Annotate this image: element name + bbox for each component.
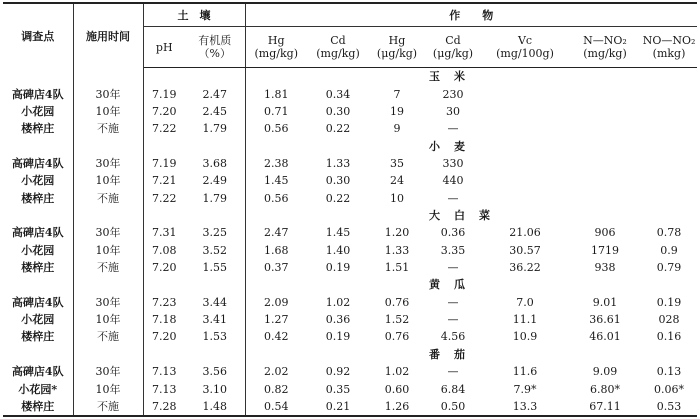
- blank-cell: [641, 68, 697, 86]
- cell-value: 1.45: [264, 174, 289, 188]
- header-soil: 土 壤: [143, 3, 245, 27]
- blank-cell: [3, 207, 73, 225]
- cell-value: [641, 120, 697, 137]
- cell-value: 7.08: [152, 243, 177, 257]
- blank-cell: [73, 68, 143, 86]
- cell-site: 小花园: [3, 172, 73, 189]
- cell-value: [481, 120, 569, 137]
- cell-value: 2.47: [185, 86, 245, 103]
- cell-value: 30: [446, 104, 460, 118]
- cell-value: 1.51: [384, 261, 410, 275]
- table-row: [3, 120, 697, 137]
- table-row: [3, 189, 697, 206]
- cell-time: 10年: [73, 103, 143, 120]
- cell-value: 0.19: [325, 330, 351, 344]
- blank-cell: [245, 276, 425, 294]
- blank-cell: [3, 68, 73, 86]
- cell-value: 1.68: [264, 243, 289, 257]
- cell-value: 21.06: [509, 226, 541, 240]
- column-header: [425, 27, 481, 68]
- blank-cell: [143, 346, 185, 364]
- cell-value: [481, 189, 569, 206]
- cell-time: 不施: [73, 189, 143, 206]
- cell-time: 不施: [73, 120, 143, 137]
- cell-site: 高碑店4队: [3, 294, 73, 311]
- cell-value: [481, 155, 569, 172]
- column-header: [369, 27, 425, 68]
- cell-value: 1.40: [325, 243, 351, 257]
- cell-value: 30.57: [509, 243, 541, 257]
- cell-value: 7.20: [152, 104, 177, 118]
- cell-value: 7.19: [152, 157, 177, 171]
- column-header: [185, 27, 245, 68]
- cell-value: 0.9: [660, 243, 678, 257]
- cell-site: 楼梓庄: [3, 259, 73, 276]
- cell-value: 7.21: [152, 174, 177, 188]
- cell-time: 30年: [73, 363, 143, 380]
- crop-group-row: [3, 346, 697, 364]
- cell-value: 3.44: [185, 294, 245, 311]
- blank-cell: [3, 346, 73, 364]
- table-row: [3, 294, 697, 311]
- table-row: [3, 398, 697, 416]
- cell-value: [569, 120, 641, 137]
- cell-value: 7.0: [516, 295, 534, 309]
- column-header: [641, 27, 697, 68]
- cell-value: 2.38: [264, 157, 289, 171]
- cell-value: [641, 155, 697, 172]
- cell-value: —: [447, 261, 459, 275]
- cell-value: 1.48: [185, 398, 245, 416]
- cell-value: 0.36: [325, 313, 351, 327]
- data-table-page: [0, 2, 700, 419]
- header-site: 调查点: [3, 3, 73, 68]
- cell-site: 楼梓庄: [3, 398, 73, 416]
- cell-value: 7.23: [152, 295, 177, 309]
- cell-value: 36.61: [589, 313, 621, 327]
- cell-value: 2.02: [264, 365, 289, 379]
- blank-cell: [3, 137, 73, 155]
- blank-cell: [245, 68, 425, 86]
- cell-value: 6.80*: [590, 382, 620, 396]
- blank-cell: [185, 346, 245, 364]
- cell-time: 不施: [73, 398, 143, 416]
- blank-cell: [641, 276, 697, 294]
- cell-value: 1.79: [185, 120, 245, 137]
- blank-cell: [641, 207, 697, 225]
- cell-value: 2.09: [264, 295, 289, 309]
- column-header-name: Cd: [445, 34, 461, 47]
- crop-group-row: [3, 137, 697, 155]
- column-header-unit: (μg/kg): [432, 47, 474, 60]
- column-header: [569, 27, 641, 68]
- cell-value: 0.06*: [654, 382, 685, 396]
- cell-site: 楼梓庄: [3, 328, 73, 345]
- blank-cell: [3, 276, 73, 294]
- cell-value: [569, 86, 641, 103]
- cell-value: [481, 103, 569, 120]
- cell-value: 0.36: [440, 226, 466, 240]
- cell-time: 不施: [73, 328, 143, 345]
- cell-time: 不施: [73, 259, 143, 276]
- cell-value: 13.3: [481, 398, 569, 416]
- cell-value: 0.13: [656, 365, 682, 379]
- blank-cell: [73, 137, 143, 155]
- blank-cell: [245, 207, 425, 225]
- cell-value: 440: [442, 174, 464, 188]
- cell-time: 10年: [73, 311, 143, 328]
- column-header: [245, 27, 307, 68]
- column-header-name: Hg: [388, 34, 406, 47]
- column-header-unit: (mg/kg): [254, 47, 298, 60]
- cell-site: 楼梓庄: [3, 120, 73, 137]
- cell-value: [481, 172, 569, 189]
- cell-value: 0.56: [264, 191, 289, 205]
- blank-cell: [73, 276, 143, 294]
- cell-value: 1.79: [185, 189, 245, 206]
- cell-value: 906: [594, 226, 616, 240]
- cell-value: 4.56: [440, 330, 466, 344]
- cell-value: 7: [393, 87, 401, 101]
- cell-value: 7.22: [152, 191, 177, 205]
- cell-value: [569, 172, 641, 189]
- cell-value: 0.42: [264, 330, 289, 344]
- cell-time: 10年: [73, 172, 143, 189]
- cell-value: 1.53: [185, 328, 245, 345]
- cell-value: 1.27: [264, 313, 289, 327]
- cell-value: 0.50: [425, 398, 481, 416]
- blank-cell: [185, 68, 245, 86]
- cell-value: 1.45: [325, 226, 351, 240]
- crop-label: 黄瓜: [429, 278, 479, 292]
- column-header-unit: (μg/kg): [376, 47, 418, 60]
- cell-value: 3.35: [440, 243, 466, 257]
- cell-time: 30年: [73, 86, 143, 103]
- cell-value: 0.71: [264, 104, 289, 118]
- table-row: [3, 103, 697, 120]
- cell-value: 7.22: [152, 122, 177, 136]
- cell-time: 30年: [73, 155, 143, 172]
- cell-value: 1.20: [384, 226, 410, 240]
- cell-value: 0.54: [245, 398, 307, 416]
- cell-value: 35: [390, 157, 404, 171]
- cell-value: 36.22: [509, 261, 541, 275]
- table-row: [3, 363, 697, 380]
- column-header-name: Hg: [267, 34, 285, 47]
- cell-value: 0.76: [384, 295, 410, 309]
- crop-label: 玉米: [429, 70, 479, 84]
- cell-value: 0.21: [307, 398, 369, 416]
- cell-value: —: [447, 122, 459, 136]
- table-row: [3, 380, 697, 397]
- cell-value: 230: [442, 87, 464, 101]
- table-row: [3, 155, 697, 172]
- cell-value: 7.20: [152, 261, 177, 275]
- column-header-name: 有机质: [198, 34, 232, 47]
- cell-value: 7.13: [152, 365, 177, 379]
- table-row: [3, 242, 697, 259]
- cell-value: 9: [393, 122, 401, 136]
- cell-value: 46.01: [589, 330, 621, 344]
- blank-cell: [185, 276, 245, 294]
- blank-cell: [143, 68, 185, 86]
- cell-site: 小花园: [3, 311, 73, 328]
- blank-cell: [185, 207, 245, 225]
- blank-cell: [641, 346, 697, 364]
- table-row: [3, 259, 697, 276]
- cell-value: 7.18: [152, 313, 177, 327]
- cell-value: 0.30: [325, 104, 351, 118]
- crop-group-row: [3, 207, 697, 225]
- cell-value: 7.20: [152, 330, 177, 344]
- crop-label: 大白菜: [429, 209, 504, 223]
- cell-site: 高碑店4队: [3, 155, 73, 172]
- cell-value: 3.25: [185, 224, 245, 241]
- table-row: [3, 172, 697, 189]
- cell-value: 0.92: [325, 365, 351, 379]
- column-header: [481, 27, 569, 68]
- blank-cell: [143, 207, 185, 225]
- cell-value: [569, 155, 641, 172]
- cell-value: 9.01: [592, 295, 618, 309]
- cell-value: 0.53: [641, 398, 697, 416]
- cell-value: —: [447, 191, 459, 205]
- column-header-unit: （%）: [198, 47, 231, 60]
- cell-value: 0.16: [656, 330, 682, 344]
- cell-value: 0.56: [264, 122, 289, 136]
- cell-site: 小花园: [3, 103, 73, 120]
- cell-value: [641, 86, 697, 103]
- blank-cell: [185, 137, 245, 155]
- heavy-metal-table: [3, 2, 697, 417]
- blank-cell: [641, 137, 697, 155]
- cell-time: 30年: [73, 224, 143, 241]
- table-row: [3, 328, 697, 345]
- column-header: [143, 27, 185, 68]
- cell-value: 1.02: [384, 365, 410, 379]
- cell-value: 0.34: [325, 87, 351, 101]
- cell-time: 10年: [73, 380, 143, 397]
- header-time: 施用时间: [73, 3, 143, 68]
- column-header-name: pH: [155, 40, 173, 54]
- cell-value: 0.60: [384, 382, 410, 396]
- crop-label: 番茄: [429, 347, 479, 361]
- cell-value: 19: [390, 104, 404, 118]
- cell-value: 0.76: [384, 330, 410, 344]
- cell-value: 0.30: [325, 174, 351, 188]
- cell-value: 2.49: [185, 172, 245, 189]
- cell-value: 24: [390, 174, 404, 188]
- table-row: [3, 224, 697, 241]
- cell-value: [481, 86, 569, 103]
- cell-value: 7.31: [152, 226, 177, 240]
- cell-time: 30年: [73, 294, 143, 311]
- cell-value: [641, 189, 697, 206]
- cell-value: 0.37: [264, 261, 289, 275]
- cell-value: 2.45: [185, 103, 245, 120]
- cell-value: [641, 103, 697, 120]
- table-row: [3, 86, 697, 103]
- blank-cell: [245, 137, 425, 155]
- cell-value: —: [447, 313, 459, 327]
- cell-value: 0.22: [325, 122, 351, 136]
- cell-value: 3.68: [185, 155, 245, 172]
- cell-value: 1.33: [384, 243, 410, 257]
- column-header: [307, 27, 369, 68]
- cell-site: 小花园*: [3, 380, 73, 397]
- cell-value: 0.35: [325, 382, 351, 396]
- cell-value: 7.28: [143, 398, 185, 416]
- cell-site: 小花园: [3, 242, 73, 259]
- blank-cell: [143, 276, 185, 294]
- column-header-unit: (mkg): [652, 47, 686, 60]
- crop-group-row: [3, 68, 697, 86]
- cell-value: 1.55: [185, 259, 245, 276]
- cell-value: 1.81: [264, 87, 289, 101]
- cell-value: 7.19: [152, 87, 177, 101]
- cell-site: 高碑店4队: [3, 363, 73, 380]
- cell-value: 0.82: [264, 382, 289, 396]
- cell-value: 330: [442, 157, 464, 171]
- cell-value: 7.9*: [513, 382, 537, 396]
- cell-value: 3.10: [185, 380, 245, 397]
- cell-value: 10.9: [512, 330, 538, 344]
- cell-value: 0.22: [325, 191, 351, 205]
- cell-time: 10年: [73, 242, 143, 259]
- column-header-name: N—NO₂: [583, 34, 627, 47]
- cell-value: 3.52: [185, 242, 245, 259]
- cell-value: 10: [390, 191, 404, 205]
- header-crop: 作 物: [245, 3, 697, 27]
- cell-value: [641, 172, 697, 189]
- cell-value: 1.52: [384, 313, 410, 327]
- cell-value: 11.1: [512, 313, 538, 327]
- cell-value: 0.79: [656, 261, 682, 275]
- cell-value: 0.19: [325, 261, 351, 275]
- cell-value: 0.19: [656, 295, 682, 309]
- cell-value: 11.6: [512, 365, 538, 379]
- crop-label: 小麦: [429, 139, 479, 153]
- cell-value: —: [447, 295, 459, 309]
- cell-value: 1719: [591, 243, 619, 257]
- crop-group-row: [3, 276, 697, 294]
- column-header-unit: (mg/kg): [316, 47, 360, 60]
- column-header-unit: (mg/kg): [583, 47, 627, 60]
- cell-value: 67.11: [569, 398, 641, 416]
- table-row: [3, 311, 697, 328]
- blank-cell: [143, 137, 185, 155]
- cell-value: —: [447, 365, 459, 379]
- cell-site: 楼梓庄: [3, 189, 73, 206]
- cell-value: [569, 189, 641, 206]
- cell-value: 6.84: [440, 382, 466, 396]
- cell-value: [569, 103, 641, 120]
- cell-value: 028: [658, 313, 680, 327]
- column-header-name: NO—NO₂: [642, 34, 696, 47]
- cell-value: 2.47: [264, 226, 289, 240]
- cell-value: 9.09: [592, 365, 618, 379]
- cell-value: 7.13: [152, 382, 177, 396]
- cell-value: 3.41: [185, 311, 245, 328]
- cell-value: 3.56: [185, 363, 245, 380]
- blank-cell: [245, 346, 425, 364]
- cell-value: 0.78: [656, 226, 682, 240]
- blank-cell: [73, 346, 143, 364]
- column-header-unit: (mg/100g): [496, 47, 554, 60]
- cell-site: 高碑店4队: [3, 86, 73, 103]
- column-header-name: Cd: [330, 34, 346, 47]
- cell-value: 938: [594, 261, 616, 275]
- cell-value: 1.33: [325, 157, 351, 171]
- cell-value: 1.02: [325, 295, 351, 309]
- cell-value: 1.26: [369, 398, 425, 416]
- cell-site: 高碑店4队: [3, 224, 73, 241]
- column-header-name: Vc: [517, 34, 533, 47]
- blank-cell: [73, 207, 143, 225]
